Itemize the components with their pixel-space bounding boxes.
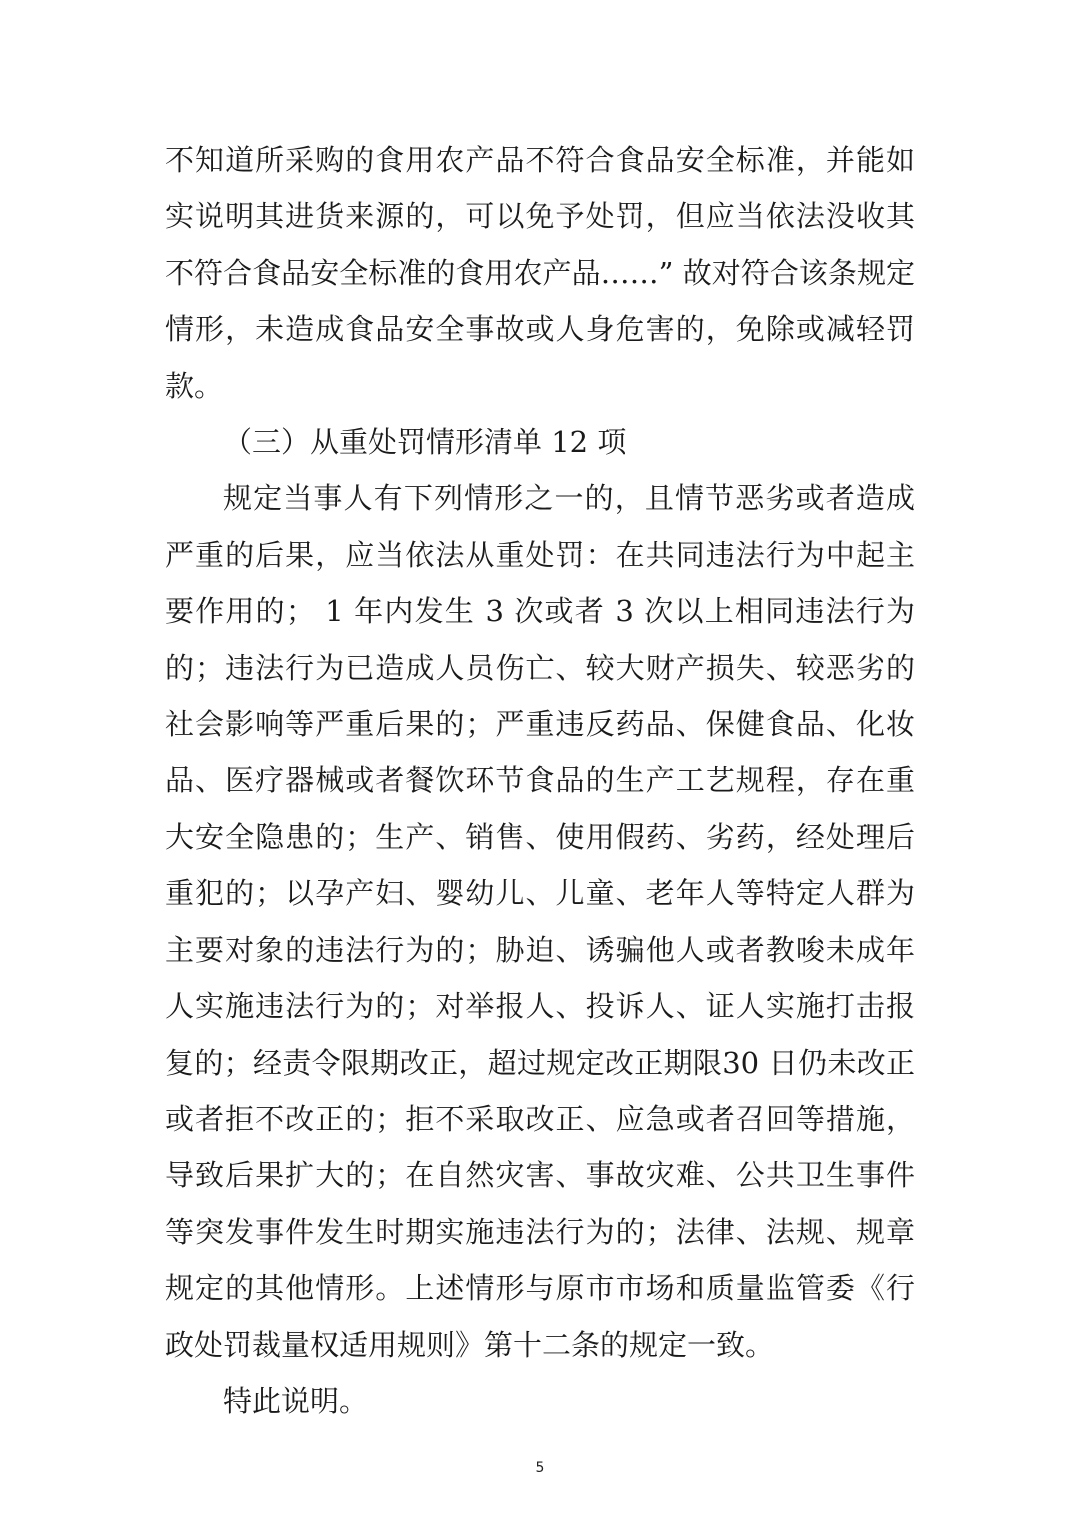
- paragraph-aggravated-list: 规定当事人有下列情形之一的，且情节恶劣或者造成严重的后果，应当依法从重处罚：在共同违法行为中起主要作用的； 1 年内发生 3 次或者 3 次以上相同违法行为的；违法行为已造成人员伤亡、较大财产损失、较恶劣的社会影响等严重后果的；严重违反药品、保健食品、化妆品、医疗器械或者餐饮环节食品的生产工艺规程，存在重大安全隐患的；生产、销售、使用假药、劣药，经处理后重犯的；以孕产妇、婴幼儿、儿童、老年人等特定人群为主要对象的违法行为的；胁迫、诱骗他人或者教唆未成年人实施违法行为的；对举报人、投诉人、证人实施打击报复的；经责令限期改正，超过规定改正期限30 日仍未改正或者拒不改正的；拒不采取改正、应急或者召回等措施，导致后果扩大的；在自然灾害、事故灾难、公共卫生事件等突发事件发生时期实施违法行为的；法律、法规、规章规定的其他情形。上述情形与原市市场和质量监管委《行政处罚裁量权适用规则》第十二条的规定一致。: [165, 481, 915, 1362]
- paragraph-closing: 特此说明。: [223, 1383, 369, 1418]
- page-number: 5: [535, 1460, 545, 1476]
- section-heading: （三）从重处罚情形清单 12 项: [223, 425, 627, 460]
- document-body: [165, 132, 915, 1429]
- paragraph-continuation: 不知道所采购的食用农产品不符合食品安全标准，并能如实说明其进货来源的，可以免予处罚，但应当依法没收其不符合食品安全标准的食用农产品……” 故对符合该条规定情形，未造成食品安全事故或人身危害的，免除或减轻罚款。: [165, 143, 915, 403]
